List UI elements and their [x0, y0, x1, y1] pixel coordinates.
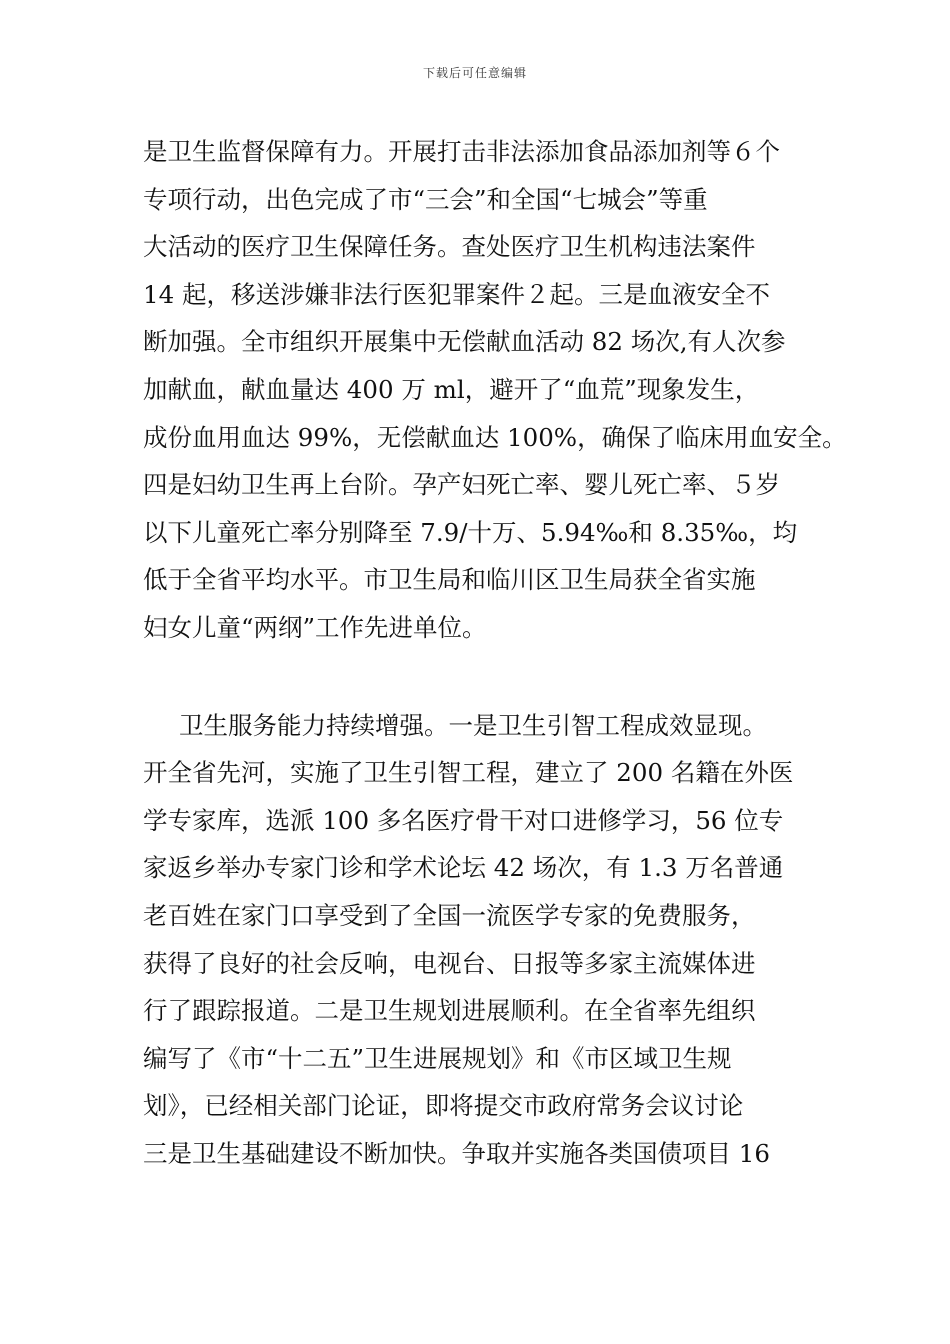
text-line: 断加强。全市组织开展集中无偿献血活动 82 场次,有人次参: [143, 327, 786, 357]
text-line: 专项行动，出色完成了市“三会”和全国“七城会”等重: [143, 184, 708, 214]
text-line: 14 起，移送涉嫌非法行医犯罪案件２起。三是血液安全不: [143, 279, 770, 309]
text-line: 划》，已经相关部门论证，即将提交市政府常务会议讨论: [143, 1091, 744, 1121]
paragraph-gap: [143, 652, 823, 702]
text-line: 妇女儿童“两纲”工作先进单位。: [143, 612, 487, 642]
text-line: 成份血用血达 99%，无偿献血达 100%，确保了临床用血安全。: [143, 422, 847, 452]
text-line: 四是妇幼卫生再上台阶。孕产妇死亡率、婴儿死亡率、５岁: [143, 470, 780, 500]
text-line: 卫生服务能力持续增强。一是卫生引智工程成效显现。: [179, 710, 767, 740]
text-line: 家返乡举办专家门诊和学术论坛 42 场次，有 1.3 万名普通: [143, 853, 784, 883]
paragraph-1: [143, 128, 847, 652]
text-line: 开全省先河，实施了卫生引智工程，建立了 200 名籍在外医: [143, 758, 794, 788]
text-line: 学专家库，选派 100 多名医疗骨干对口进修学习，56 位专: [143, 805, 784, 835]
text-line: 是卫生监督保障有力。开展打击非法添加食品添加剂等６个: [143, 137, 780, 166]
text-line: 加献血，献血量达 400 万 ml，避开了“血荒”现象发生，: [143, 374, 760, 404]
paragraph-2: [143, 702, 823, 1178]
text-line: 以下儿童死亡率分别降至 7.9/十万、5.94‰和 8.35‰，均: [143, 517, 798, 547]
text-line: 三是卫生基础建设不断加快。争取并实施各类国债项目 16: [143, 1138, 770, 1168]
text-line: 编写了《市“十二五”卫生进展规划》和《市区域卫生规: [143, 1043, 732, 1073]
page-header-note: 下载后可任意编辑: [422, 66, 527, 80]
text-line: 低于全省平均水平。市卫生局和临川区卫生局获全省实施: [143, 565, 756, 595]
text-line: 行了跟踪报道。二是卫生规划进展顺利。在全省率先组织: [143, 996, 756, 1026]
document-body: [143, 128, 847, 1177]
text-line: 老百姓在家门口享受到了全国一流医学专家的免费服务，: [143, 900, 756, 930]
text-line: 获得了良好的社会反响，电视台、日报等多家主流媒体进: [143, 948, 756, 978]
text-line: 大活动的医疗卫生保障任务。查处医疗卫生机构违法案件: [143, 232, 756, 262]
